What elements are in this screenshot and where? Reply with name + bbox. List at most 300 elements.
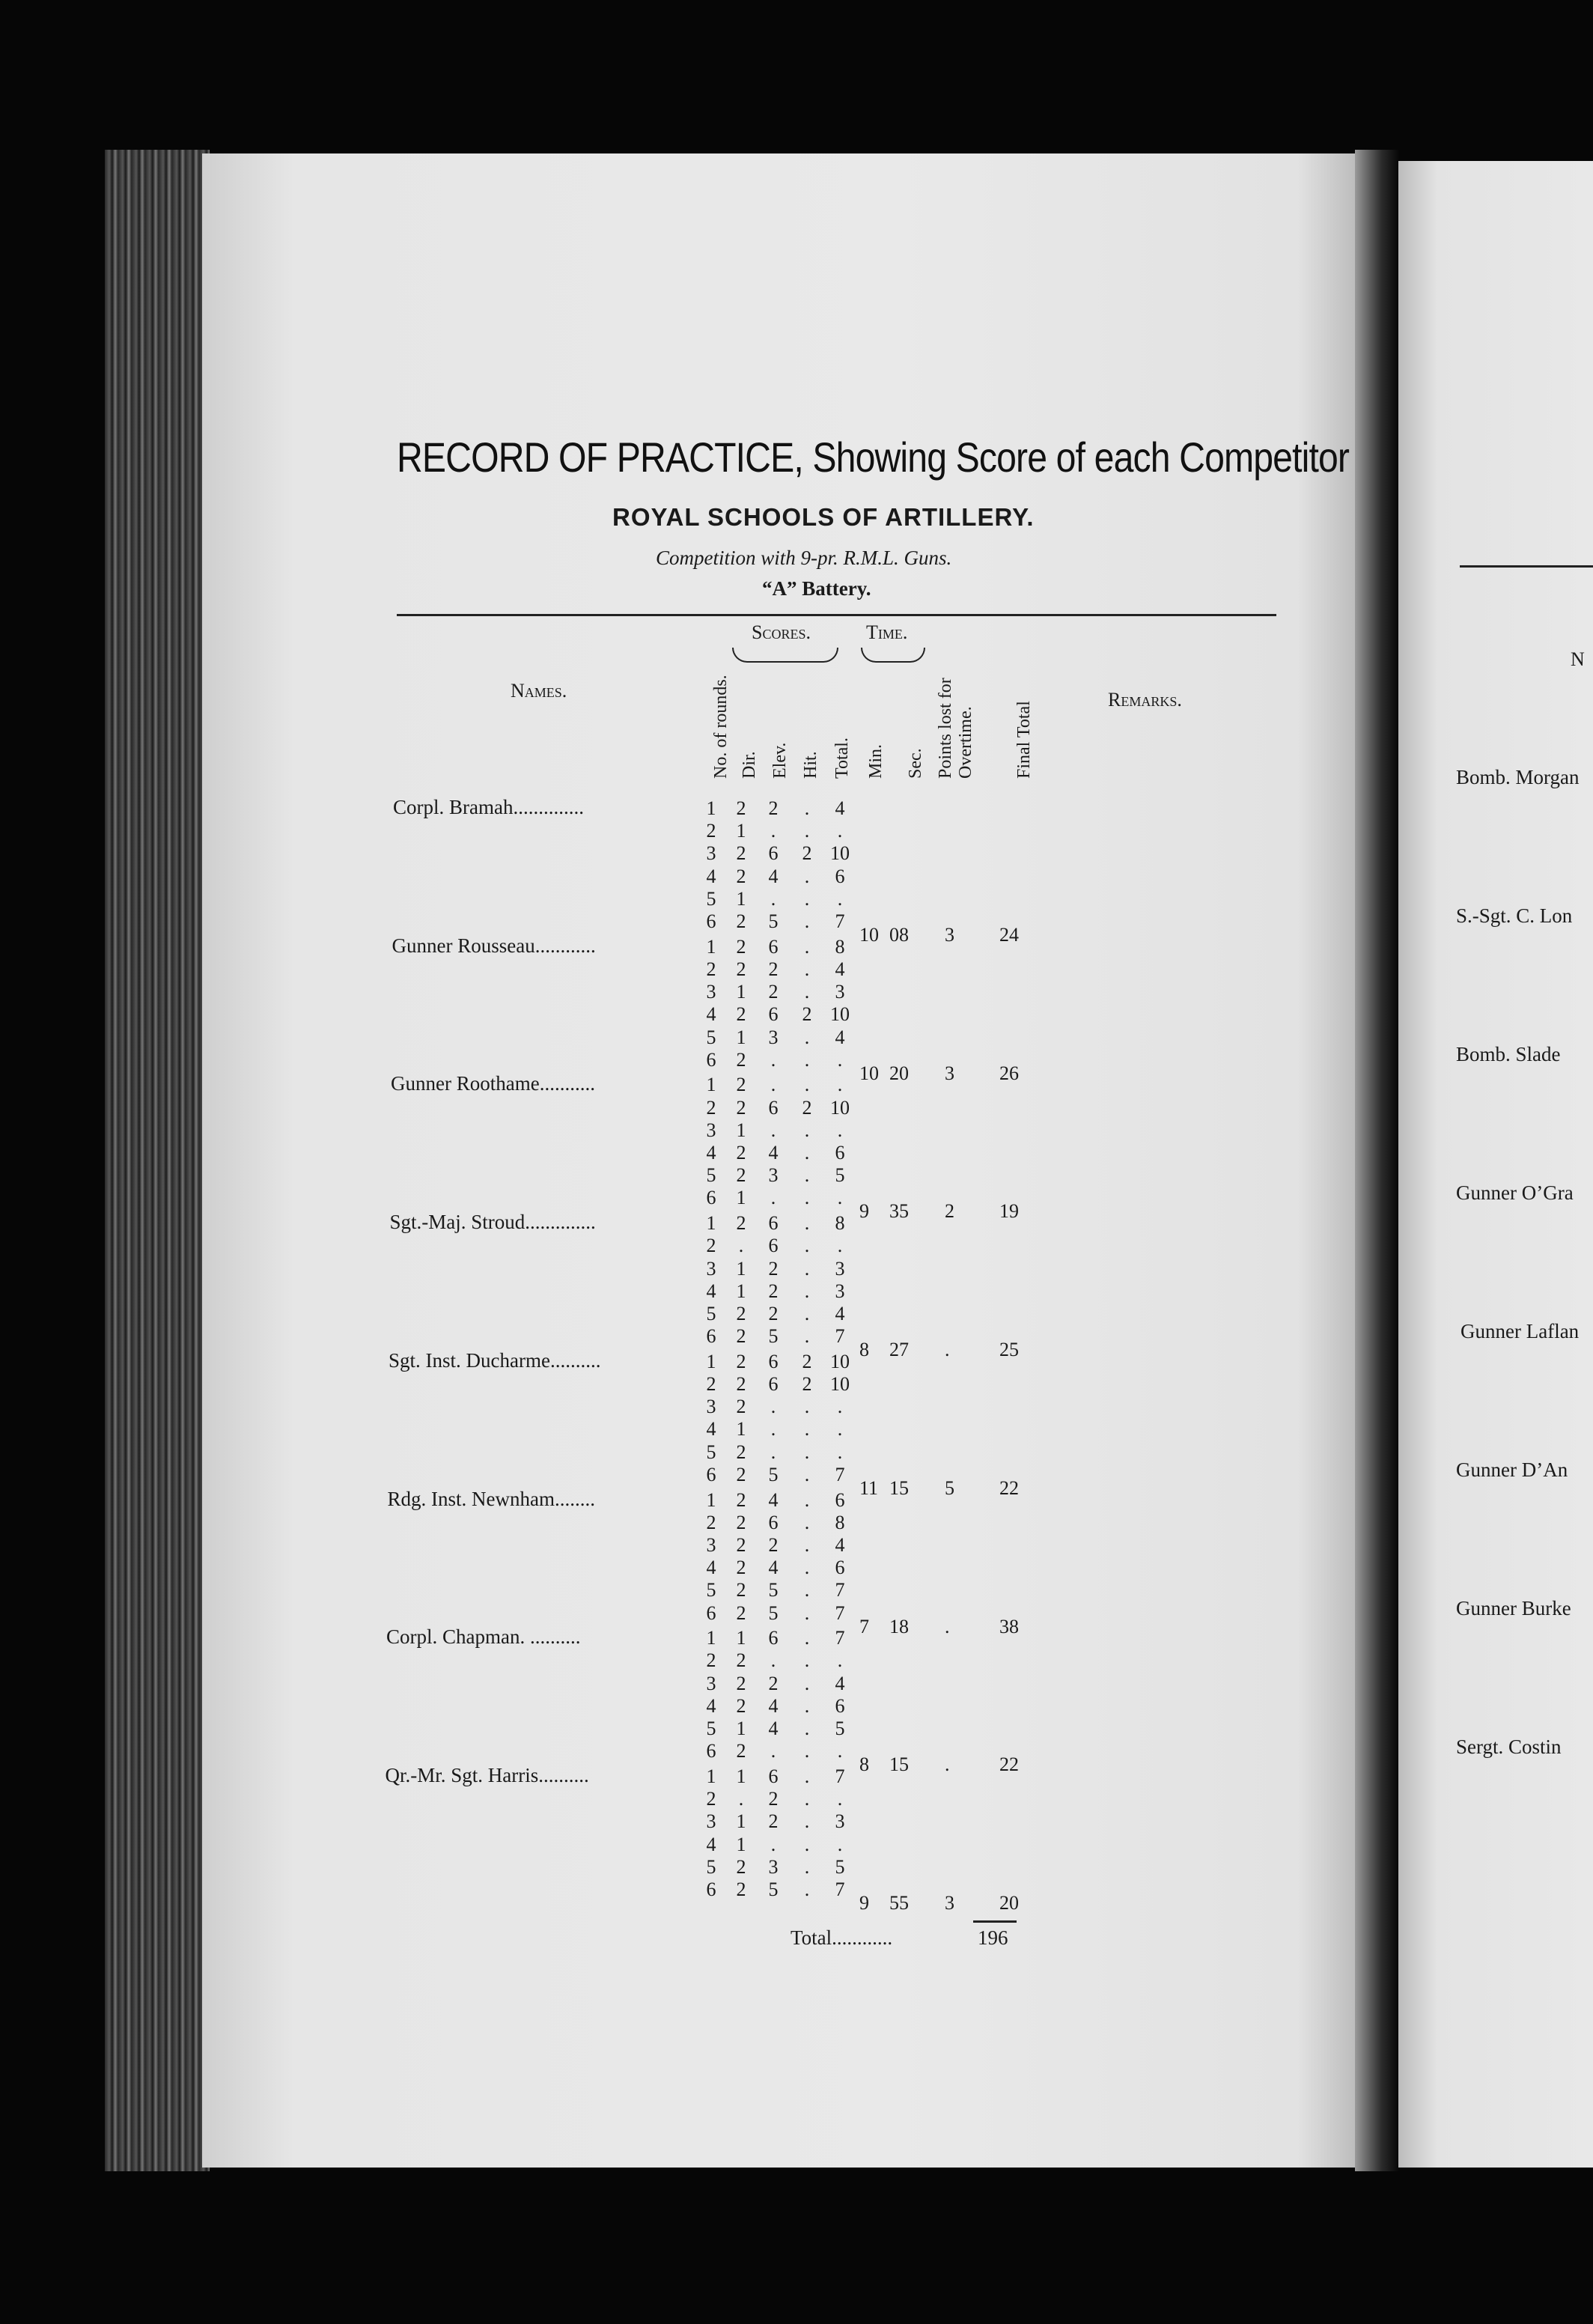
final-total: 38 [999, 1615, 1019, 1637]
points-lost: 3 [945, 1062, 954, 1084]
book-spine [105, 150, 210, 2171]
score-cell: 2 [736, 1003, 746, 1026]
score-cell: 2 [802, 842, 812, 865]
score-cell: 1 [736, 1810, 746, 1833]
score-cell: 6 [768, 1627, 779, 1649]
score-cell: . [804, 1488, 810, 1511]
score-cell: 2 [706, 820, 716, 842]
score-cell: 2 [736, 935, 746, 958]
score-cell: 3 [706, 1672, 716, 1694]
scores-brace [732, 648, 838, 663]
score-cell: 7 [835, 1627, 845, 1649]
score-cell: 2 [736, 1601, 746, 1624]
score-cell: . [770, 1833, 776, 1855]
right-page-competitor-name: Gunner Burke [1456, 1597, 1571, 1619]
time-sec: 20 [889, 1062, 909, 1084]
score-cell: . [804, 1463, 810, 1485]
score-cell: 4 [768, 1557, 779, 1579]
score-cell: . [804, 1441, 810, 1463]
score-cell: 4 [706, 1280, 716, 1302]
score-cell: 2 [768, 1810, 779, 1833]
score-cell: 3 [768, 1026, 779, 1048]
score-cell: 1 [736, 1627, 746, 1649]
score-cell: 2 [802, 1003, 812, 1026]
score-cell: . [770, 1048, 776, 1071]
score-cell: . [837, 1187, 843, 1209]
competition-line: Competition with 9-pr. R.M.L. Guns. [656, 547, 952, 569]
score-cell: . [804, 887, 810, 910]
score-cell: 6 [768, 1212, 779, 1235]
names-column-header: Names. [511, 680, 567, 702]
score-cell: 6 [768, 842, 779, 865]
time-brace [861, 648, 925, 663]
total-rule [973, 1920, 1017, 1923]
score-cell: . [804, 1187, 810, 1209]
right-page-competitor-name: Gunner O’Gra [1456, 1181, 1574, 1204]
score-cell: . [804, 1740, 810, 1762]
points-lost: . [945, 1339, 950, 1361]
score-cell: 2 [736, 1579, 746, 1601]
score-cell: 4 [835, 1672, 845, 1694]
score-cell: 2 [736, 1878, 746, 1900]
score-cell: 6 [706, 1601, 716, 1624]
score-cell: 4 [706, 1003, 716, 1026]
score-cell: 2 [768, 1533, 779, 1556]
score-cell: 2 [736, 1373, 746, 1395]
hit-column-header: Hit. [801, 751, 820, 779]
score-cell: 2 [736, 1074, 746, 1096]
score-cell: . [837, 1048, 843, 1071]
score-cell: 2 [802, 1350, 812, 1372]
points-lost: . [945, 1753, 950, 1776]
score-cell: 4 [706, 1142, 716, 1163]
score-cell: 10 [830, 1373, 850, 1395]
score-cell: 3 [706, 1396, 716, 1418]
score-cell: 1 [736, 1187, 746, 1209]
score-cell: 5 [706, 1026, 716, 1048]
score-cell: . [804, 820, 810, 842]
score-cell: 6 [768, 1003, 779, 1026]
time-sec: 27 [889, 1339, 909, 1361]
score-cell: . [837, 1396, 843, 1418]
score-cell: 6 [768, 1096, 779, 1119]
score-cell: 4 [835, 1533, 845, 1556]
score-cell: . [804, 981, 810, 1003]
score-cell: . [804, 1396, 810, 1418]
score-cell: 4 [835, 1026, 845, 1048]
time-min: 9 [859, 1200, 869, 1223]
score-cell: 3 [835, 1280, 845, 1302]
score-cell: 2 [768, 1672, 779, 1694]
score-cell: . [837, 820, 843, 842]
score-cell: 5 [706, 887, 716, 910]
grand-total-value: 196 [978, 1926, 1008, 1949]
time-sec: 35 [889, 1200, 909, 1223]
score-cell: 1 [736, 1280, 746, 1302]
time-min: 10 [859, 924, 879, 946]
score-cell: . [837, 1418, 843, 1441]
score-cell: 2 [706, 958, 716, 980]
score-cell: . [770, 1396, 776, 1418]
time-sec: 15 [889, 1753, 909, 1776]
score-cell: . [804, 1142, 810, 1163]
score-cell: . [738, 1788, 744, 1810]
score-cell: . [804, 1672, 810, 1694]
competitor-name: Sgt. Inst. Ducharme.......... [389, 1348, 601, 1372]
score-cell: . [804, 1235, 810, 1257]
score-cell: 2 [768, 797, 779, 819]
score-cell: 4 [768, 1694, 779, 1717]
score-cell: 2 [736, 1212, 746, 1235]
score-cell: 4 [835, 797, 845, 819]
final-total: 25 [999, 1339, 1019, 1361]
time-min: 10 [859, 1062, 879, 1084]
final-total: 19 [999, 1200, 1019, 1223]
score-cell: 2 [706, 1096, 716, 1119]
score-cell: 2 [706, 1788, 716, 1810]
elev-column-header: Elev. [770, 742, 790, 779]
score-cell: 7 [835, 1579, 845, 1601]
right-page-competitor-name: Gunner Laflan [1460, 1320, 1580, 1342]
score-cell: 7 [835, 1601, 845, 1624]
time-min: 9 [859, 1891, 869, 1914]
score-cell: 2 [736, 865, 746, 887]
sec-column-header: Sec. [906, 748, 925, 779]
score-cell: 5 [835, 1164, 845, 1187]
score-cell: 4 [706, 865, 716, 887]
right-page [1398, 161, 1593, 2168]
score-cell: 5 [706, 1441, 716, 1463]
score-cell: 7 [835, 1325, 845, 1348]
score-cell: . [837, 1119, 843, 1141]
score-cell: 1 [706, 1212, 716, 1235]
score-cell: 2 [736, 1396, 746, 1418]
score-cell: 8 [835, 935, 845, 958]
score-cell: 1 [706, 1765, 716, 1787]
score-cell: . [804, 910, 810, 932]
score-cell: 5 [768, 910, 779, 932]
score-cell: . [804, 1119, 810, 1141]
score-cell: . [770, 1649, 776, 1672]
total-column-header: Total. [832, 737, 852, 779]
score-cell: 5 [706, 1302, 716, 1324]
score-cell: 2 [768, 1302, 779, 1324]
final-total: 20 [999, 1891, 1019, 1914]
score-cell: 2 [768, 1788, 779, 1810]
points-lost: 5 [945, 1476, 954, 1499]
score-cell: 8 [835, 1511, 845, 1533]
score-cell: . [804, 1026, 810, 1048]
score-cell: 6 [706, 910, 716, 932]
score-cell: 10 [830, 1003, 850, 1026]
score-cell: . [804, 1788, 810, 1810]
score-cell: . [804, 1280, 810, 1302]
grand-total-label: Total............ [791, 1926, 893, 1949]
score-cell: 2 [706, 1373, 716, 1395]
competitor-name: Gunner Rousseau............ [392, 934, 596, 957]
time-min: 11 [859, 1476, 879, 1499]
score-cell: 7 [835, 1765, 845, 1787]
score-cell: 4 [835, 1302, 845, 1324]
time-sec: 15 [889, 1476, 909, 1499]
score-cell: 1 [736, 981, 746, 1003]
score-cell: 4 [768, 1488, 779, 1511]
score-cell: 2 [736, 1533, 746, 1556]
score-cell: 1 [736, 1257, 746, 1280]
score-cell: 6 [835, 1142, 845, 1163]
score-cell: 10 [830, 842, 850, 865]
score-cell: . [804, 1718, 810, 1739]
score-cell: 3 [706, 1533, 716, 1556]
score-cell: 6 [835, 865, 845, 887]
score-cell: 6 [768, 1765, 779, 1787]
final-total-column-header: Final Total [1014, 701, 1034, 779]
score-cell: 6 [768, 1235, 779, 1257]
score-cell: 6 [706, 1740, 716, 1762]
score-cell: 2 [736, 1048, 746, 1071]
score-cell: 5 [768, 1325, 779, 1348]
score-cell: 2 [736, 1164, 746, 1187]
score-cell: 4 [706, 1694, 716, 1717]
score-cell: . [804, 1601, 810, 1624]
score-cell: . [770, 1119, 776, 1141]
score-cell: . [804, 1694, 810, 1717]
score-cell: 6 [706, 1048, 716, 1071]
score-cell: 2 [802, 1373, 812, 1395]
score-cell: 2 [802, 1096, 812, 1119]
score-cell: 6 [706, 1325, 716, 1348]
score-cell: 3 [768, 1855, 779, 1878]
score-cell: 8 [835, 1212, 845, 1235]
score-cell: . [804, 865, 810, 887]
final-total: 26 [999, 1062, 1019, 1084]
final-total: 22 [999, 1476, 1019, 1499]
score-cell: 10 [830, 1096, 850, 1119]
score-cell: . [738, 1235, 744, 1257]
page-title: RECORD OF PRACTICE, Showing Score of each Competitor [397, 434, 1350, 481]
score-cell: . [837, 887, 843, 910]
institution-heading: ROYAL SCHOOLS OF ARTILLERY. [612, 503, 1035, 531]
points-lost-header-line1: Points lost for [936, 678, 955, 779]
score-cell: 2 [736, 1855, 746, 1878]
score-cell: 5 [835, 1855, 845, 1878]
score-cell: . [804, 1325, 810, 1348]
score-cell: 7 [835, 1463, 845, 1485]
score-cell: . [804, 1302, 810, 1324]
score-cell: 6 [835, 1557, 845, 1579]
score-cell: 1 [706, 1488, 716, 1511]
time-group-header: Time. [866, 621, 908, 643]
remarks-column-header: Remarks. [1108, 689, 1182, 711]
right-page-competitor-name: Bomb. Slade [1456, 1043, 1561, 1065]
competitor-name: Corpl. Chapman. .......... [386, 1625, 581, 1649]
score-cell: . [804, 1418, 810, 1441]
score-cell: . [804, 1533, 810, 1556]
time-sec: 55 [889, 1891, 909, 1914]
score-cell: . [770, 887, 776, 910]
score-cell: 5 [768, 1579, 779, 1601]
score-cell: 4 [768, 1718, 779, 1739]
score-cell: 2 [768, 1280, 779, 1302]
score-cell: 4 [706, 1833, 716, 1855]
score-cell: . [804, 1765, 810, 1787]
right-page-competitor-name: S.-Sgt. C. Lon [1456, 904, 1573, 927]
score-cell: . [804, 1810, 810, 1833]
score-cell: . [804, 1212, 810, 1235]
score-cell: 2 [706, 1235, 716, 1257]
right-page-competitor-name: Sergt. Costin [1456, 1736, 1562, 1758]
score-cell: 1 [736, 820, 746, 842]
score-cell: 7 [835, 1878, 845, 1900]
score-cell: 2 [706, 1649, 716, 1672]
score-cell: . [770, 1187, 776, 1209]
score-cell: 1 [736, 887, 746, 910]
score-cell: 5 [768, 1878, 779, 1900]
score-cell: 7 [835, 910, 845, 932]
score-cell: 5 [768, 1463, 779, 1485]
right-page-names-header: N [1571, 648, 1585, 670]
points-lost: 3 [945, 924, 954, 946]
score-cell: 2 [736, 1096, 746, 1119]
final-total: 24 [999, 924, 1019, 946]
score-cell: 1 [706, 935, 716, 958]
score-cell: 1 [736, 1026, 746, 1048]
competitor-name: Corpl. Bramah.............. [393, 796, 584, 818]
score-cell: . [804, 1164, 810, 1187]
score-cell: 5 [768, 1601, 779, 1624]
score-cell: . [804, 1557, 810, 1579]
competitor-name: Gunner Roothame........... [391, 1072, 595, 1095]
score-cell: . [804, 1257, 810, 1280]
points-lost: 2 [945, 1200, 954, 1223]
score-cell: 2 [736, 1511, 746, 1533]
score-cell: . [837, 1788, 843, 1810]
score-cell: 2 [736, 1325, 746, 1348]
score-cell: 2 [736, 1694, 746, 1717]
score-cell: . [804, 1579, 810, 1601]
right-page-competitor-name: Bomb. Morgan [1456, 766, 1580, 788]
score-cell: 2 [706, 1511, 716, 1533]
time-min: 8 [859, 1339, 869, 1361]
score-cell: . [770, 820, 776, 842]
score-cell: 5 [706, 1855, 716, 1878]
score-cell: 3 [835, 981, 845, 1003]
score-cell: . [837, 1649, 843, 1672]
competitor-name: Sgt.-Maj. Stroud.............. [389, 1211, 596, 1234]
score-cell: 2 [736, 797, 746, 819]
score-cell: . [837, 1833, 843, 1855]
score-cell: 6 [768, 1511, 779, 1533]
score-cell: 3 [835, 1257, 845, 1280]
score-cell: 2 [768, 1257, 779, 1280]
page-gutter [1355, 150, 1400, 2171]
score-cell: . [770, 1418, 776, 1441]
score-cell: 2 [768, 981, 779, 1003]
score-cell: . [770, 1074, 776, 1096]
score-cell: 4 [768, 1142, 779, 1163]
right-page-rule [1460, 565, 1593, 568]
score-cell: 5 [706, 1164, 716, 1187]
score-cell: 6 [835, 1488, 845, 1511]
score-cell: . [804, 1833, 810, 1855]
score-cell: 1 [706, 1074, 716, 1096]
score-cell: 4 [706, 1557, 716, 1579]
score-cell: 2 [736, 1463, 746, 1485]
score-cell: . [837, 1740, 843, 1762]
score-cell: 2 [736, 1441, 746, 1463]
score-cell: . [804, 935, 810, 958]
score-cell: 4 [706, 1418, 716, 1441]
score-cell: . [837, 1441, 843, 1463]
score-cell: 1 [736, 1418, 746, 1441]
score-cell: 2 [736, 842, 746, 865]
score-cell: 2 [736, 1649, 746, 1672]
right-page-competitor-name: Gunner D’An [1456, 1458, 1568, 1481]
score-cell: 2 [736, 1350, 746, 1372]
time-min: 8 [859, 1753, 869, 1776]
competitor-name: Rdg. Inst. Newnham........ [387, 1487, 595, 1510]
score-cell: 6 [768, 1350, 779, 1372]
score-cell: . [804, 1649, 810, 1672]
score-cell: 2 [768, 958, 779, 980]
score-cell: 5 [835, 1718, 845, 1739]
score-cell: 6 [768, 935, 779, 958]
score-cell: 6 [706, 1187, 716, 1209]
time-sec: 08 [889, 924, 909, 946]
score-cell: 6 [768, 1373, 779, 1395]
score-cell: 1 [736, 1119, 746, 1141]
min-column-header: Min. [866, 743, 886, 779]
score-cell: . [804, 958, 810, 980]
score-cell: 6 [706, 1463, 716, 1485]
score-cell: 3 [706, 981, 716, 1003]
score-cell: . [804, 1074, 810, 1096]
score-cell: 3 [768, 1164, 779, 1187]
score-cell: . [804, 1048, 810, 1071]
score-cell: 2 [736, 1557, 746, 1579]
score-cell: 2 [736, 910, 746, 932]
score-cell: 2 [736, 1488, 746, 1511]
score-cell: 1 [736, 1833, 746, 1855]
score-cell: . [804, 1878, 810, 1900]
score-cell: 2 [736, 958, 746, 980]
score-cell: 2 [736, 1740, 746, 1762]
score-cell: 3 [835, 1810, 845, 1833]
rounds-column-header: No. of rounds. [711, 675, 731, 779]
score-cell: . [804, 1627, 810, 1649]
points-lost-header-line2: Overtime. [956, 706, 975, 779]
final-total: 22 [999, 1753, 1019, 1776]
score-cell: . [804, 797, 810, 819]
score-cell: . [770, 1740, 776, 1762]
score-cell: . [770, 1441, 776, 1463]
score-cell: 3 [706, 842, 716, 865]
score-cell: 3 [706, 1119, 716, 1141]
score-cell: 1 [736, 1718, 746, 1739]
score-cell: 3 [706, 1810, 716, 1833]
score-cell: 1 [706, 797, 716, 819]
scores-group-header: Scores. [752, 621, 811, 643]
score-cell: 3 [706, 1257, 716, 1280]
score-cell: 1 [736, 1765, 746, 1787]
score-cell: 4 [835, 958, 845, 980]
title-rule [397, 614, 1276, 616]
score-cell: 2 [736, 1672, 746, 1694]
score-cell: . [804, 1855, 810, 1878]
time-sec: 18 [889, 1615, 909, 1637]
score-cell: . [837, 1074, 843, 1096]
score-cell: 5 [706, 1718, 716, 1739]
